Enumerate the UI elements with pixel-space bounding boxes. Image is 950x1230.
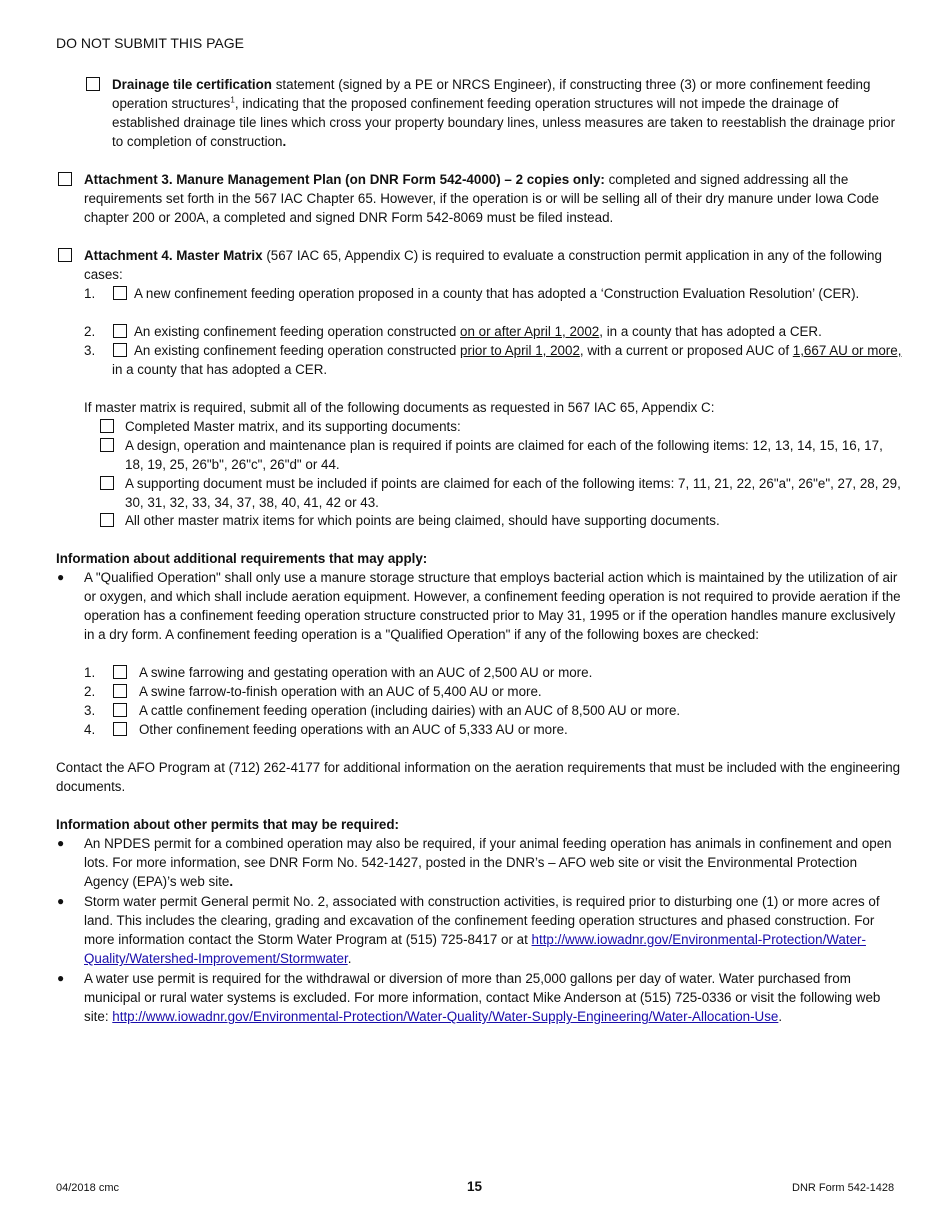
attachment3-text: completed and signed addressing all the requirements set forth in the 567 IAC Chapter 65. However, if the operation is or will be selling all of their dry manure under Iowa Code chapter 200 or 200A, a completed and signed DNR Form 542-8069 must be filed instead. [84,172,879,225]
attachment4-text: (567 IAC 65, Appendix C) is required to evaluate a construction permit application in any of the following cases: [84,248,882,282]
contact-paragraph: Contact the AFO Program at (712) 262-4177 for additional information on the aeration requirements that must be included with the engineering documents. [56,760,901,794]
qualified-item-4-checkbox[interactable] [113,722,127,736]
drainage-title: Drainage tile certification [112,77,272,92]
storm-water-text: Storm water permit General permit No. 2, associated with construction activities, is required prior to disturbing one (1) or more acres of land. This includes the clearing, grading and excavation of the confinement feeding operation structures and phased construction. For more information contact the Storm Water Program at (515) 725-8417 or at [84,894,880,947]
qualified-item-3-checkbox[interactable] [113,703,127,717]
stormwater-link[interactable]: http://www.iowadnr.gov/Environmental-Protection/Water-Quality/Watershed-Improvement/Stormwater [84,932,866,966]
drainage-text-b: , indicating that the proposed confinement feeding operation structures will not impede the drainage of established drainage tile lines which cross your property boundary lines, unless measures are taken to reestablish the drainage prior to completion of construction [112,96,896,149]
bullet-icon: ● [57,570,65,584]
storm-water-end: . [347,951,352,966]
qualified-item-1-checkbox[interactable] [113,665,127,679]
attachment3-title: Attachment 3. Manure Management Plan (on DNR Form 542-4000) – 2 copies only: [84,172,605,187]
bullet-icon: ● [57,894,65,908]
npdes-end: . [229,874,234,889]
att4-item-3-pre: An existing confinement feeding operation constructed [134,343,461,358]
qualified-item-1-text: A swine farrowing and gestating operation with an AUC of 2,500 AU or more. [139,665,593,680]
matrix-item-1-checkbox[interactable] [100,419,114,433]
matrix-intro: If master matrix is required, submit all of the following documents as requested in 567 IAC 65, Appendix C: [84,400,715,415]
att4-item-3-mid: , with a current or proposed AUC of [579,343,793,358]
qualified-item-2-checkbox[interactable] [113,684,127,698]
bullet-icon: ● [57,971,65,985]
water-use-text: A water use permit is required for the withdrawal or diversion of more than 25,000 gallons per day of water. Water purchased from municipal or rural water systems is excluded. For more information, contact Mike Anderson at (515) 725-0336 or visit the following web site: [84,971,881,1024]
bullet-icon: ● [57,836,65,850]
matrix-item-3-checkbox[interactable] [100,476,114,490]
att4-item-3-num: 3. [84,343,96,358]
footer-date: 04/2018 cmc [56,1182,119,1194]
other-permits-heading: Information about other permits that may be required: [56,817,399,832]
additional-heading: Information about additional requirements that may apply: [56,551,428,566]
qualified-item-3-num: 3. [84,703,96,718]
water-use-bullet [84,969,902,1026]
att4-item-2-post: , in a county that has adopted a CER. [599,324,822,339]
matrix-item-4-checkbox[interactable] [100,513,114,527]
attachment3-checkbox[interactable] [58,172,72,186]
additional-bullet-text: A "Qualified Operation" shall only use a manure storage structure that employs bacterial action which is maintained by the utilization of air or oxygen, and which shall include aeration equipment. However, a confinement feeding operation is not required to provide aeration if the operation has a confinement feeding operation structure constructed prior to May 31, 1995 or if the operation handles manure exclusively in a dry form. A confinement feeding operation is a "Qualified Operation" if any of the following boxes are checked: [84,570,901,642]
matrix-item-4-text: All other master matrix items for which points are being claimed, should have supporting documents. [125,513,720,528]
att4-item-2-text [112,322,902,341]
att4-item-2-underline: on or after April 1, 2002 [460,324,600,339]
matrix-item-2-text: A design, operation and maintenance plan is required if points are claimed for each of the following items: 12, 13, 14, 15, 16, 17, 18, 19, 25, 26"b", 26"c", 26"d" or 44. [125,438,883,472]
matrix-item-2-checkbox[interactable] [100,438,114,452]
attachment4-title: Attachment 4. Master Matrix [84,248,263,263]
drainage-text-a: statement (signed by a PE or NRCS Engineer), if constructing three (3) or more confinement feeding operation structures [112,77,871,111]
attachment3-paragraph [84,170,902,227]
att4-item-3-text [112,341,902,379]
npdes-bullet [84,834,902,891]
water-use-end: . [778,1009,783,1024]
drainage-checkbox[interactable] [86,77,100,91]
att4-item-3-post: in a county that has adopted a CER. [112,362,328,377]
qualified-item-2-text: A swine farrow-to-finish operation with an AUC of 5,400 AU or more. [139,684,542,699]
footnote-ref: 1 [230,95,235,105]
qualified-item-2-num: 2. [84,684,96,699]
att4-item-3-underline: prior to April 1, 2002 [460,343,580,358]
qualified-item-4-num: 4. [84,722,96,737]
att4-item-1-num: 1. [84,286,96,301]
water-allocation-link[interactable]: http://www.iowadnr.gov/Environmental-Protection/Water-Quality/Water-Supply-Engineering/Water-Allocation-Use [112,1009,779,1024]
qualified-item-4-text: Other confinement feeding operations with an AUC of 5,333 AU or more. [139,722,568,737]
storm-water-bullet [84,892,902,968]
qualified-item-1-num: 1. [84,665,96,680]
att4-item-2-pre: An existing confinement feeding operation constructed [134,324,461,339]
matrix-item-1-text: Completed Master matrix, and its supporting documents: [125,419,461,434]
page-header: DO NOT SUBMIT THIS PAGE [56,35,244,51]
drainage-end: . [282,134,287,149]
att4-item-1-text: A new confinement feeding operation proposed in a county that has adopted a ‘Construction Evaluation Resolution’ (CER). [134,286,860,301]
matrix-item-3-text: A supporting document must be included if points are claimed for each of the following items: 7, 11, 21, 22, 26"a", 26"e", 27, 28, 29, 30, 31, 32, 33, 34, 37, 38, 40, 41, 42 or 43. [125,476,901,510]
footer-form-number: DNR Form 542-1428 [792,1182,895,1194]
att4-item-3-underline2: 1,667 AU or more, [792,343,902,358]
qualified-item-3-text: A cattle confinement feeding operation (including dairies) with an AUC of 8,500 AU or more. [139,703,681,718]
att4-item-2-num: 2. [84,324,96,339]
npdes-text: An NPDES permit for a combined operation may also be required, if your animal feeding operation has animals in confinement and open lots. For more information, see DNR Form No. 542-1427, posted in the DNR’s – AFO web site or visit the Environmental Protection Agency (EPA)’s web site [84,836,892,889]
page-number: 15 [467,1179,483,1194]
attachment4-paragraph [84,246,902,284]
attachment4-checkbox[interactable] [58,248,72,262]
drainage-paragraph [112,75,904,151]
